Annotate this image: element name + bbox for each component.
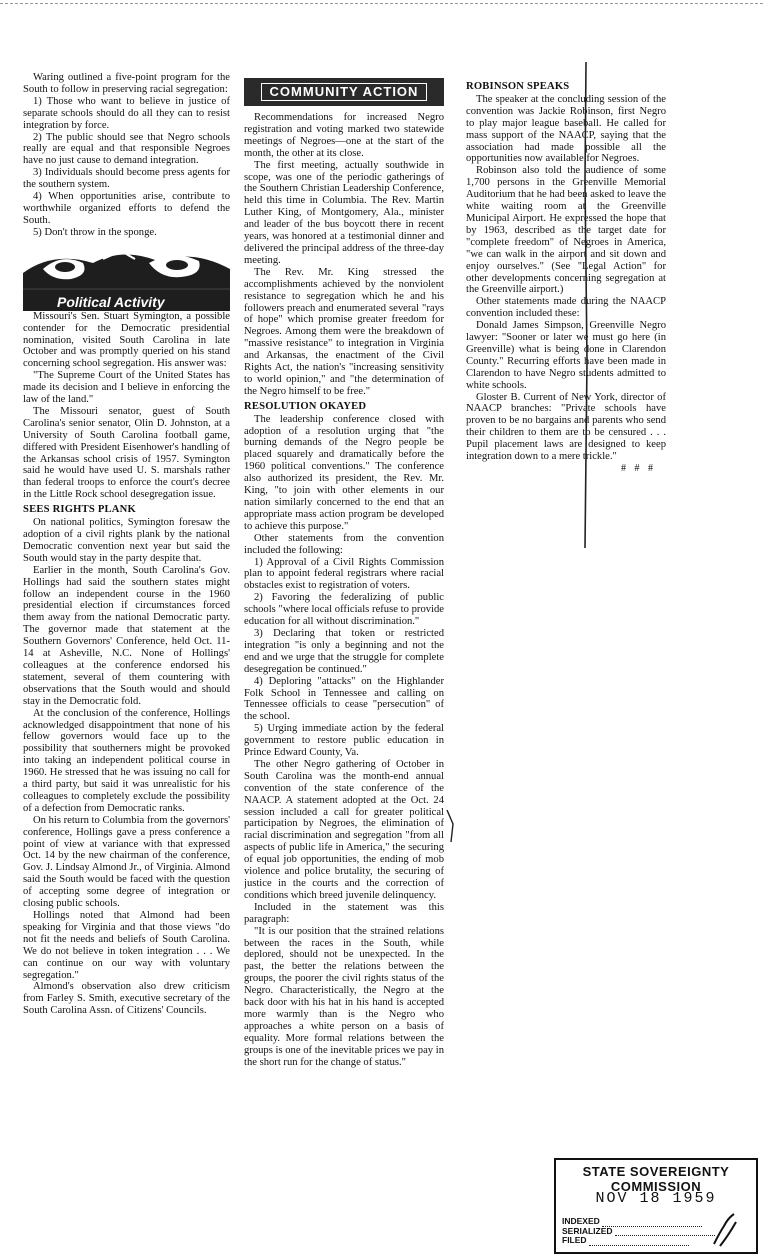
col3-body-0: The speaker at the concluding session of the convention was Jackie Robinson, first Negro to play major league baseball. He called for mass support of the NAACP, saying that the association had made possible all the opportunities now available for Negroes. — [466, 93, 666, 165]
col2-body2-3: 2) Favoring the federalizing of public schools "where local officials refuse to provide education for all without discrimination." — [244, 592, 444, 628]
col2-body-1: The first meeting, actually southwide in scope, was one of the periodic gatherings of the Southern Christian Leadership Conference, held this time in Columbia. The Rev. Martin Luther King, of Montgomery, Ala., minister and leader of the bus boycott there in recent years, was honored at a testimonial dinner and delivered the principal address of the three-day meeting. — [244, 159, 444, 266]
col2-body-2: The Rev. Mr. King stressed the accomplishments achieved by the nonviolent resistance to segregation which he and his followers preach and enumerated several "rays of hope" which promise greater freedom for Negroes. Among them were the breakdown of "massive resistance" to integration in Virginia and Arkansas, the enactment of the Civil Rights Act, the nation's "increasing sensitivity to world opinion," and "the determination of the Negro himself to be free." — [244, 266, 444, 397]
margin-pencil-line — [580, 60, 592, 550]
col2-body2-8: Included in the statement was this paragraph: — [244, 901, 444, 925]
col1-body2-0: On national politics, Symington foresaw the adoption of a civil rights plank by the national Democratic convention next year but said the South would stay in the party despite that. — [23, 517, 230, 564]
col2-body2-0: The leadership conference closed with adoption of a resolution urging that "the burning demands of the Negro people be placed squarely and dramatically before the 1960 political conventions." The conference also authorized its president, the Rev. Mr. King, "to join with other elements in our nation similarly concerned to the end that an appropriate mass action program be developed to achieve this purpose." — [244, 413, 444, 532]
col2-body2-1: Other statements from the convention included the following: — [244, 532, 444, 556]
column-three — [466, 78, 666, 475]
stamp-date: NOV 18 1959 — [595, 1190, 717, 1207]
stamp-title: STATE SOVEREIGNTY COMMISSION — [582, 1164, 730, 1194]
column-one — [23, 72, 230, 1017]
margin-pencil-tick — [445, 808, 459, 844]
col1-body-1: "The Supreme Court of the United States has made its decision and I believe in enforcing the law of the land." — [23, 370, 230, 406]
col1-body2-4: Hollings noted that Almond had been speaking for Virginia and that those views "do not fit the needs and beliefs of South Carolina. We do not believe in token integration . . . We can continue on our way with voluntary segregation." — [23, 910, 230, 981]
political-activity-banner — [23, 245, 230, 311]
col2-body2-6: 5) Urging immediate action by the federal government to restore public education in Prince Edward County, Va. — [244, 723, 444, 759]
col3-body-2: Other statements made during the NAACP convention included these: — [466, 296, 666, 320]
col2-body2-9: "It is our position that the strained relations between the races in the South, while deplored, should not be unexpected. In the past, the better the relations between the groups, the poorer the civil rights status of the Negro. Characteristically, the Negro at the back door with his hat in his hand is accepted more warmly than is the Negro who approaches a white person on a basis of equality. More formal relations between the groups is one of the inevitable prices we pay in the short run for the change of status." — [244, 925, 444, 1068]
col1-body2-1: Earlier in the month, South Carolina's Gov. Hollings had said the southern states might follow an independent course in the 1960 presidential election if circumstances forced them away from the national Democratic party. The governor made that statement at the Southern Governors' Conference, held Oct. 11-14 at Asheville, N.C. None of Hollings' colleagues at the conference endorsed his statement, several of them countering with observations that the South would and should stay in the Democratic fold. — [23, 564, 230, 707]
stamp-row-label: INDEXED — [562, 1216, 600, 1226]
col2-body2-4: 3) Declaring that token or restricted integration "is only a beginning and not the end and we urge that the struggle for complete desegregation be continued." — [244, 627, 444, 675]
col2-body-0: Recommendations for increased Negro registration and voting marked two statewide meetings of Negroes—one at the start of the month, the other at its close. — [244, 112, 444, 159]
col1-body2-3: On his return to Columbia from the governors' conference, Hollings gave a press conference a point of view at variance with that expressed Oct. 14 by the new chairman of the conference, Gov. J. Lindsay Almond Jr., of Virginia. Almond said the South would be faced with the question of accepting some degree of integration or closing public schools. — [23, 814, 230, 910]
col3-heading-robinson-speaks: ROBINSON SPEAKS — [466, 81, 570, 92]
col1-body2-2: At the conclusion of the conference, Hollings acknowledged disappointment that none of his fellow governors would face up to the possibility that southerners might be provoked into taking an independent political course in 1960. He stressed that he was issuing no call for a third party, but said it was unrealistic for his colleagues to completely exclude the possibility of a defection from Democratic ranks. — [23, 707, 230, 814]
end-mark: # # # — [621, 463, 656, 474]
col1-heading-sees-rights-plank: SEES RIGHTS PLANK — [23, 504, 136, 516]
col2-body2-7: The other Negro gathering of October in South Carolina was the month-end annual convention of the state conference of the NAACP. A statement adopted at the Oct. 24 session included a call for greater political participation by Negroes, the elimination of racial discrimination and segregation "from all aspects of public life in America," the securing of equal job opportunities, the ending of mob violence and police brutality, the securing of justice in the courts and the correction of conditions which breed juvenile delinquency. — [244, 758, 444, 901]
col1-intro-1: 1) Those who want to believe in justice of separate schools should do all they can to resist integration by force. — [23, 95, 230, 131]
col3-body-4: Gloster B. Current of New York, director of NAACP branches: "Private schools have proven to be no bargains and parents who send their children to them are to be censured . . . Pupil placement laws are designed to keep integration down to a mere trickle." — [466, 391, 666, 463]
col1-intro-3: 3) Individuals should become press agents for the southern system. — [23, 167, 230, 191]
stamp-row-filed — [562, 1236, 715, 1246]
col2-body2-5: 4) Deploring "attacks" on the Highlander Folk School in Tennessee and calling on Tennessee officials to cease "persecution" of the school. — [244, 675, 444, 723]
col1-intro-4: 4) When opportunities arise, contribute to worthwhile organized efforts to defend the South. — [23, 191, 230, 226]
column-two — [244, 78, 444, 1069]
stamp-row-label: FILED — [562, 1235, 587, 1245]
political-activity-label: Political Activity — [57, 293, 165, 310]
stamp-row-label: SERIALIZED — [562, 1225, 613, 1236]
col1-intro-0: Waring outlined a five-point program for the South to follow in preserving racial segregation: — [23, 72, 230, 95]
col3-body-1: Robinson also told the audience of some 1,700 persons in the Greenville Memorial Auditorium that he had been asked to leave the white waiting room at the Greenville Municipal Airport. He expressed the hope that by 1963, described as the target date for "complete freedom" of Negroes in America, "we can walk in the airport and sit down and enjoy ourselves." (See "Legal Action" for other developments concerning segregation at the Greenville airport.) — [466, 165, 666, 296]
community-action-banner — [244, 78, 444, 106]
col1-body-0: Missouri's Sen. Stuart Symington, a possible contender for the Democratic presidential nomination, visited South Carolina in late October and was promptly queried on his stand concerning school segregation. His answer was: — [23, 310, 230, 370]
top-rule — [0, 3, 763, 4]
commission-stamp — [554, 1158, 758, 1254]
community-action-title: COMMUNITY ACTION — [261, 83, 428, 101]
col2-body2-2: 1) Approval of a Civil Rights Commission plan to appoint federal registrars where racial obstacles exist to registration of voters. — [244, 556, 444, 592]
col1-body2-5: Almond's observation also drew criticism from Farley S. Smith, executive secretary of the South Carolina Assn. of Citizens' Councils. — [23, 981, 230, 1017]
stamp-rows — [562, 1217, 715, 1246]
stamp-handwritten-mark — [710, 1212, 740, 1248]
col3-body-3: Donald James Simpson, Greenville Negro lawyer: "Sooner or later we must go here (in Greenville) what is being done in Clarendon County." Recurring efforts have been made in Clarendon to have Negro students admitted to white schools. — [466, 320, 666, 391]
col1-intro-2: 2) The public should see that Negro schools really are equal and that responsible Negroes have no just cause to demand integration. — [23, 131, 230, 167]
col2-heading-resolution-okayed: RESOLUTION OKAYED — [244, 400, 367, 412]
col1-body-2: The Missouri senator, guest of South Carolina's senior senator, Olin D. Johnston, at a University of South Carolina football game, differed with President Eisenhower's handling of the Arkansas school crisis of 1957. Symington said he would have used U. S. marshals rather than federal troops to enforce the court's decree in the Little Rock school desegregation issue. — [23, 405, 230, 501]
col1-intro-5: 5) Don't throw in the sponge. — [33, 226, 157, 238]
